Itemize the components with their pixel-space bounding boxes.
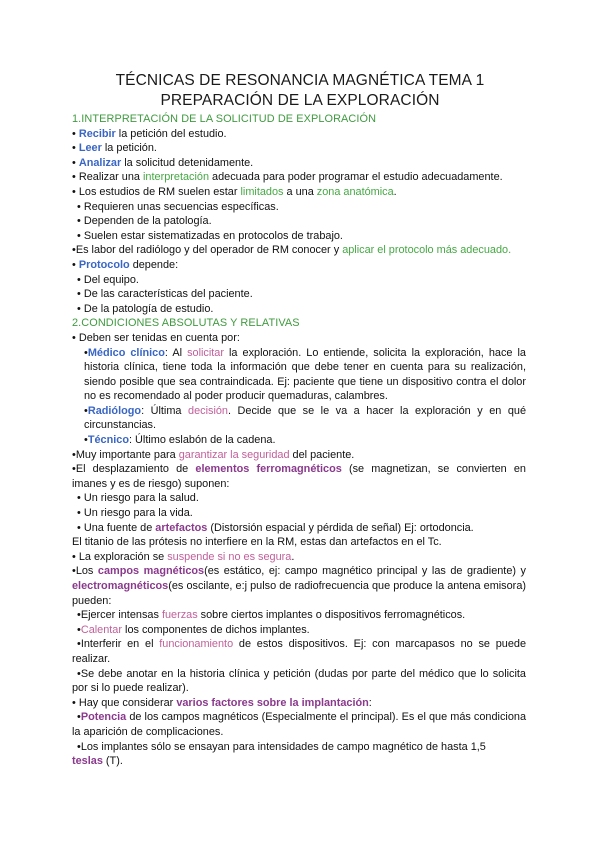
paragraph-radiologo: •Radiólogo: Última decisión. Decide que se le va a hacer la exploración y en qué circunstancias. — [84, 404, 527, 432]
paragraph-anotar: •Se debe anotar en la historia clínica y petición (dudas por parte del médico que lo solicita por si lo puede realizar). — [72, 667, 526, 695]
document-title: TÉCNICAS DE RESONANCIA MAGNÉTICA TEMA 1 — [115, 72, 485, 89]
list-item: •Es labor del radiólogo y del operador de RM conocer y aplicar el protocolo más adecuado. — [72, 244, 512, 257]
list-item: El titanio de las prótesis no interfiere en la RM, estas dan artefactos en el Tc. — [72, 536, 442, 549]
list-item: • Hay que considerar varios factores sobre la implantación: — [72, 696, 372, 709]
list-item: • La exploración se suspende si no es segura. — [72, 550, 295, 563]
list-item: •Muy importante para garantizar la seguridad del paciente. — [72, 448, 355, 461]
list-item: • Los estudios de RM suelen estar limitados a una zona anatómica. — [72, 185, 397, 198]
section-2-heading: 2.CONDICIONES ABSOLUTAS Y RELATIVAS — [72, 317, 300, 330]
sub-list-item: • Requieren unas secuencias específicas. — [77, 200, 279, 213]
list-item: • Deben ser tenidas en cuenta por: — [72, 331, 240, 344]
paragraph-campos: •Los campos magnéticos(es estático, ej: campo magnético principal y las de gradiente) y electromagnéticos(es oscilante, e:j pulso de radiofrecuencia que produce la antena emisora) pueden: — [72, 565, 526, 607]
sub-list-item: • Un riesgo para la vida. — [77, 507, 193, 520]
paragraph-interferir: •Interferir en el funcionamiento de estos dispositivos. Ej: con marcapasos no se puede realizar. — [72, 638, 527, 665]
sub-list-item: • Dependen de la patología. — [77, 215, 212, 228]
sub-list-item: •Calentar los componentes de dichos implantes. — [77, 623, 310, 636]
sub-list-item: • De la patología de estudio. — [77, 302, 214, 315]
document-body — [72, 112, 526, 769]
sub-list-item: • Un riesgo para la salud. — [77, 492, 199, 505]
section-1-heading: 1.INTERPRETACIÓN DE LA SOLICITUD DE EXPLORACIÓN — [72, 113, 377, 125]
document-subtitle: PREPARACIÓN DE LA EXPLORACIÓN — [160, 92, 440, 109]
sub-list-item: • Del equipo. — [77, 273, 139, 286]
list-item: • Realizar una interpretación adecuada para poder programar el estudio adecuadamente. — [72, 171, 503, 184]
list-item: • Recibir la petición del estudio. — [72, 127, 227, 140]
sub-list-item: •Ejercer intensas fuerzas sobre ciertos implantes o dispositivos ferromagnéticos. — [77, 609, 466, 622]
list-item: teslas (T). — [72, 755, 123, 768]
sub-list-item: • Suelen estar sistematizadas en protocolos de trabajo. — [77, 229, 343, 242]
paragraph-tecnico: •Técnico: Último eslabón de la cadena. — [84, 434, 276, 447]
paragraph-medico-clinico: •Médico clínico: Al solicitar la exploración. Lo entiende, solicita la exploración, hace la historia clínica, tiene toda la información que debe tener en cuenta para su realización, siendo posible que sea contraindicada. Ej: paciente que tiene un dispositivo contra el dolor no es recomendado al poder producir quemaduras, calambres. — [84, 346, 526, 403]
sub-list-item: •Los implantes sólo se ensayan para intensidades de campo magnético de hasta 1,5 — [77, 740, 486, 753]
paragraph-ferromagneticos: •El desplazamiento de elementos ferromagnéticos (se magnetizan, se convierten en imanes y es de riesgo) suponen: — [72, 463, 526, 490]
list-item: • Protocolo depende: — [72, 258, 179, 271]
list-item: • Leer la petición. — [72, 142, 157, 155]
sub-list-item: • Una fuente de artefactos (Distorsión espacial y pérdida de señal) Ej: ortodoncia. — [77, 521, 474, 534]
sub-list-item: • De las características del paciente. — [77, 288, 253, 301]
list-item: • Analizar la solicitud detenidamente. — [72, 156, 254, 169]
paragraph-potencia: •Potencia de los campos magnéticos (Especialmente el principal). Es el que más condiciona la aparición de complicaciones. — [72, 711, 526, 738]
